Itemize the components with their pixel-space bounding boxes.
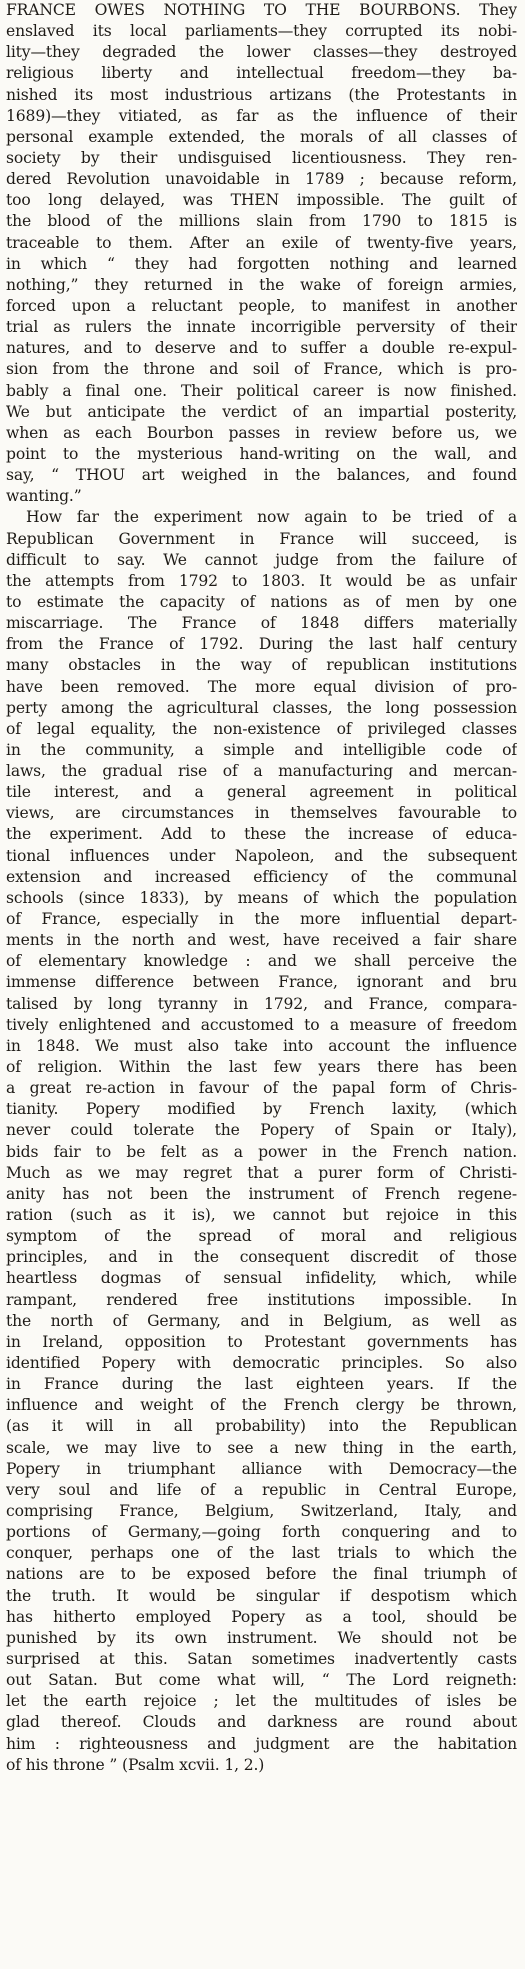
text-line: difficult to say. We cannot judge from the failure of	[6, 550, 517, 569]
paragraph	[6, 0, 517, 507]
text-line: trial as rulers the innate incorrigible perversity of their	[6, 318, 517, 337]
text-line: bably a final one. Their political career is now finished.	[6, 381, 517, 400]
text-line: the truth. It would be singular if despotism which	[6, 1586, 517, 1605]
text-line: of his throne ” (Psalm xcvii. 1, 2.)	[6, 1755, 265, 1774]
text-line: the blood of the millions slain from 1790 to 1815 is	[6, 212, 517, 231]
text-line: We but anticipate the verdict of an impartial posterity,	[6, 402, 517, 421]
text-line: natures, and to deserve and to suffer a double re-expul-	[6, 339, 517, 358]
text-line: nished its most industrious artizans (the Protestants in	[6, 85, 517, 104]
text-line: glad thereof. Clouds and darkness are round about	[6, 1713, 517, 1732]
text-line: 1689)—they vitiated, as far as the influence of their	[6, 106, 517, 125]
text-line: personal example extended, the morals of all classes of	[6, 127, 517, 146]
text-line: wanting.”	[6, 487, 82, 506]
text-line: of France, especially in the more influential depart-	[6, 910, 517, 929]
text-line: from the France of 1792. During the last half century	[6, 635, 517, 654]
text-line: nations are to be exposed before the final triumph of	[6, 1565, 517, 1584]
article-text	[6, 0, 517, 1776]
text-line: bids fair to be felt as a power in the French nation.	[6, 1142, 517, 1161]
text-line: of elementary knowledge : and we shall perceive the	[6, 952, 517, 971]
text-line: heartless dogmas of sensual infidelity, which, while	[6, 1269, 517, 1288]
text-line: immense difference between France, ignorant and bru	[6, 973, 517, 992]
text-line: society by their undisguised licentiousness. They ren-	[6, 148, 517, 167]
text-line: ments in the north and west, have received a fair share	[6, 931, 517, 950]
text-line: Republican Government in France will succeed, is	[6, 529, 517, 548]
text-line: conquer, perhaps one of the last trials to which the	[6, 1544, 517, 1563]
text-line: traceable to them. After an exile of twenty-five years,	[6, 233, 517, 252]
text-line: schools (since 1833), by means of which the population	[6, 888, 517, 907]
text-line: sion from the throne and soil of France, which is pro-	[6, 360, 517, 379]
text-line: of legal equality, the non-existence of privileged classes	[6, 719, 517, 738]
text-line: let the earth rejoice ; let the multitudes of isles be	[6, 1692, 517, 1711]
text-line: in the community, a simple and intelligible code of	[6, 740, 517, 759]
text-line: out Satan. But come what will, “ The Lord reigneth:	[6, 1671, 517, 1690]
text-line: tile interest, and a general agreement in political	[6, 783, 517, 802]
text-line: have been removed. The more equal division of pro-	[6, 677, 517, 696]
text-line: lity—they degraded the lower classes—they destroyed	[6, 43, 517, 62]
text-line: never could tolerate the Popery of Spain or Italy),	[6, 1121, 517, 1140]
paragraph	[6, 507, 517, 1775]
text-line: extension and increased efficiency of the communal	[6, 867, 517, 886]
text-line: FRANCE OWES NOTHING TO THE BOURBONS. They	[6, 1, 517, 19]
text-line: in 1848. We must also take into account the influence	[6, 1036, 517, 1055]
text-line: identified Popery with democratic principles. So also	[6, 1354, 517, 1372]
text-line: influence and weight of the French clergy be thrown,	[6, 1396, 517, 1415]
text-line: How far the experiment now again to be tried of a	[26, 508, 517, 527]
text-line: too long delayed, was THEN impossible. The guilt of	[6, 191, 517, 210]
text-line: very soul and life of a republic in Central Europe,	[6, 1480, 517, 1499]
text-line: the attempts from 1792 to 1803. It would be as unfair	[6, 571, 517, 590]
text-line: say, “ THOU art weighed in the balances, and found	[6, 466, 517, 485]
text-line: the north of Germany, and in Belgium, as well as	[6, 1311, 517, 1330]
text-line: forced upon a reluctant people, to manifest in another	[6, 296, 517, 315]
text-line: anity has not been the instrument of French regene-	[6, 1184, 517, 1203]
text-line: miscarriage. The France of 1848 differs materially	[6, 614, 517, 633]
text-line: scale, we may live to see a new thing in the earth,	[6, 1438, 517, 1457]
text-line: dered Revolution unavoidable in 1789 ; because reform,	[6, 170, 517, 189]
text-line: enslaved its local parliaments—they corrupted its nobi-	[6, 22, 517, 41]
text-line: rampant, rendered free institutions impossible. In	[6, 1290, 517, 1309]
text-line: principles, and in the consequent discredit of those	[6, 1248, 517, 1267]
text-line: point to the mysterious hand-writing on the wall, and	[6, 444, 517, 463]
text-line: views, are circumstances in themselves favourable to	[6, 804, 517, 823]
text-line: nothing,” they returned in the wake of foreign armies,	[6, 275, 517, 294]
text-line: talised by long tyranny in 1792, and France, compara-	[6, 994, 517, 1013]
text-line: has hitherto employed Popery as a tool, should be	[6, 1607, 517, 1626]
text-line: Popery in triumphant alliance with Democracy—the	[6, 1459, 517, 1478]
text-line: portions of Germany,—going forth conquering and to	[6, 1523, 517, 1542]
text-line: a great re-action in favour of the papal form of Chris-	[6, 1079, 517, 1098]
text-line: Much as we may regret that a purer form of Christi-	[6, 1163, 517, 1182]
text-line: surprised at this. Satan sometimes inadvertently casts	[6, 1649, 517, 1668]
text-line: to estimate the capacity of nations as of men by one	[6, 592, 517, 611]
text-line: symptom of the spread of moral and religious	[6, 1227, 517, 1246]
text-line: many obstacles in the way of republican institutions	[6, 656, 517, 675]
text-line: the experiment. Add to these the increase of educa-	[6, 825, 517, 844]
text-line: (as it will in all probability) into the Republican	[6, 1417, 517, 1436]
text-line: in France during the last eighteen years. If the	[6, 1375, 517, 1394]
text-line: tively enlightened and accustomed to a measure of freedom	[6, 1015, 517, 1034]
text-line: in which “ they had forgotten nothing and learned	[6, 254, 517, 273]
text-line: tianity. Popery modified by French laxity, (which	[6, 1100, 517, 1119]
text-line: when as each Bourbon passes in review before us, we	[6, 423, 517, 442]
text-line: laws, the gradual rise of a manufacturing and mercan-	[6, 762, 517, 781]
text-line: punished by its own instrument. We should not be	[6, 1628, 517, 1647]
text-line: of religion. Within the last few years there has been	[6, 1058, 517, 1077]
text-line: in Ireland, opposition to Protestant governments has	[6, 1332, 517, 1351]
text-line: him : righteousness and judgment are the habitation	[6, 1734, 517, 1753]
text-line: tional influences under Napoleon, and the subsequent	[6, 846, 517, 865]
text-line: perty among the agricultural classes, the long possession	[6, 698, 517, 717]
text-line: religious liberty and intellectual freedom—they ba-	[6, 64, 517, 83]
text-line: ration (such as it is), we cannot but rejoice in this	[6, 1206, 517, 1225]
text-line: comprising France, Belgium, Switzerland, Italy, and	[6, 1501, 517, 1520]
